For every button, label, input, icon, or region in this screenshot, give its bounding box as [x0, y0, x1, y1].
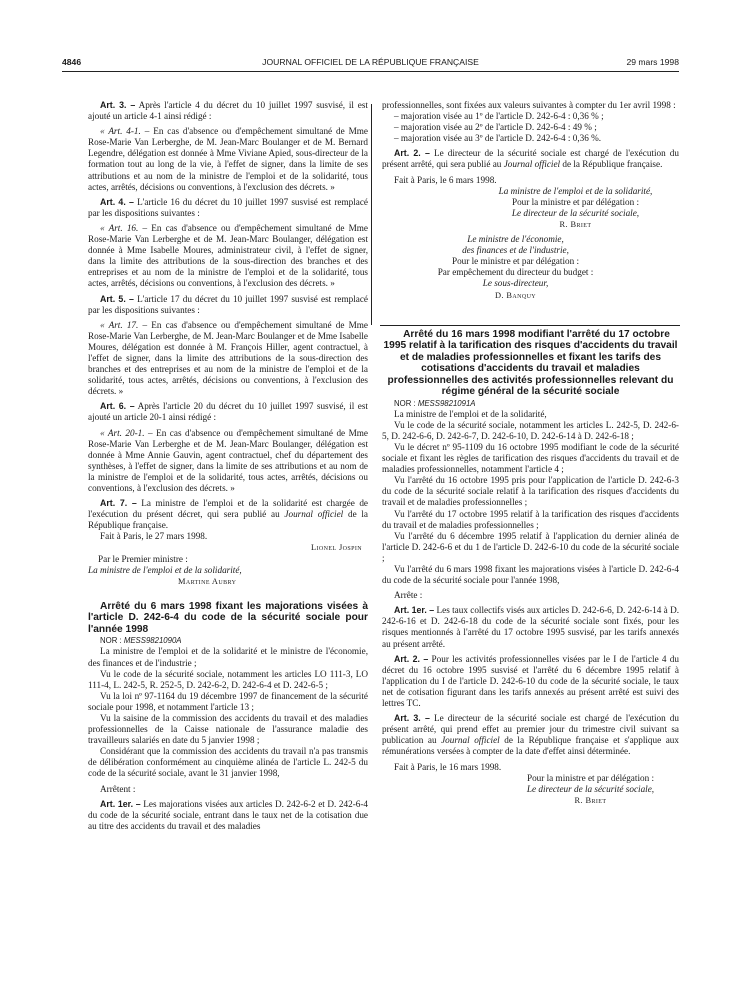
column-divider — [371, 104, 372, 325]
signatory-title: Le directeur de la sécurité sociale, — [526, 783, 655, 794]
list-item: – majoration visée au 3º de l'article D. 242-6-4 : 0,36 %. — [394, 133, 602, 144]
preamble: Vu l'arrêté du 16 octobre 1995 pris pour l'application de l'article D. 242-6-3 du code de la sécurité sociale relatif à la tarification des risques d'accidents du travail et de maladies professionnelles ; — [382, 475, 679, 508]
article-text: Les taux collectifs visés aux articles D. 242-6-6, D. 242-6-14 à D. 242-6-16 et D. 242-6-18 du code de la sécurité sociale sont fixés, pour les risques mentionnés à l'arrêté du 17 octobre 1995 susvisé, par les tarifs annexés au présent arrêté. — [382, 605, 679, 649]
article-label: Art. 1er. – — [100, 798, 141, 809]
article-text: Les majorations visées aux articles D. 242-6-2 et D. 242-6-4 du code de la sécurité sociale, entrant dans le taux net de la cotisation due au titre des accidents du travail et des maladies — [88, 798, 368, 831]
decree-title: Arrêté du 6 mars 1998 fixant les majorations visées à l'article D. 242-6-4 du code de la sécurité sociale pour l'année 1998 — [88, 600, 368, 635]
article-text: L'article 17 du décret du 10 juillet 1997 susvisé est remplacé par les dispositions suivantes : — [88, 293, 368, 315]
preamble: La ministre de l'emploi et de la solidarité et le ministre de l'économie, des finances et de l'industrie ; — [88, 646, 368, 668]
article-text: de la République française. — [562, 159, 663, 170]
article-label: Art. 6. – — [100, 401, 135, 412]
page-number: 4846 — [62, 57, 82, 67]
signatory-title: Le sous-directeur, — [482, 278, 549, 289]
article-text: Le directeur de la sécurité sociale est chargé de l'exécution du présent arrêté, qui sera publié au — [382, 148, 679, 170]
signatory: R. Briet — [574, 795, 607, 805]
signatory-title: Le directeur de la sécurité sociale, — [511, 207, 640, 218]
article-16 — [88, 223, 368, 290]
preamble: Vu l'arrêté du 6 décembre 1995 relatif à l'application du dernier alinéa de l'article D. 242-6-6 et du 1 de l'article D. 242-6-10 du code de la sécurité sociale ; — [382, 530, 679, 563]
issue-date: 29 mars 1998 — [626, 57, 679, 67]
article-label: Art. 5. – — [100, 293, 134, 304]
signing-date: Fait à Paris, le 16 mars 1998. — [394, 761, 502, 772]
enacting-formula: Arrêtent : — [100, 783, 136, 794]
article-text: Après l'article 20 du décret du 10 juillet 1997 susvisé, il est ajouté un article 20-1 ainsi rédigé : — [88, 401, 368, 423]
signatory: D. Banquy — [494, 290, 537, 300]
preamble: Vu le décret nº 95-1109 du 16 octobre 1995 modifiant le code de la sécurité sociale et fixant les règles de tarification des risques d'accidents du travail et de maladies professionnelles, notamment l'article 4 ; — [382, 441, 679, 475]
on-behalf: Pour la ministre et par délégation : — [511, 196, 640, 207]
article-text: de la République française et s'applique aux rémunérations versées à compter de la date d'effet ainsi déterminée. — [382, 735, 679, 757]
article-1 — [382, 605, 679, 649]
article-label: Art. 1er. – — [394, 605, 435, 616]
article-7 — [88, 498, 368, 531]
on-behalf: Pour la ministre et par délégation : — [526, 772, 655, 783]
preamble: Vu l'arrêté du 6 mars 1998 fixant les majorations visées à l'article D. 242-6-4 du code de la sécurité sociale pour l'année 1998, — [382, 564, 679, 586]
on-behalf: Par empêchement du directeur du budget : — [437, 267, 594, 278]
article-2 — [382, 148, 679, 170]
signing-date: Fait à Paris, le 6 mars 1998. — [394, 174, 497, 185]
header-rule — [62, 71, 679, 72]
signatory: Martine Aubry — [178, 576, 237, 586]
article-6 — [88, 401, 368, 423]
article-20-1 — [88, 428, 368, 495]
article-label: Art. 3. – — [100, 100, 136, 110]
article-label: « Art. 17. – — [100, 319, 148, 330]
article-label: « Art. 4-1. – — [100, 126, 150, 137]
minister-role: des finances et de l'industrie, — [462, 245, 569, 256]
signatory: R. Briet — [559, 219, 592, 229]
article-text: La ministre de l'emploi et de la solidarité est chargée de l'exécution du présent décret, qui sera publié au — [88, 498, 369, 520]
article-label: « Art. 20-1. – — [100, 427, 153, 438]
preamble: Vu le code de la sécurité sociale, notamment les articles L. 242-5, D. 242-6-5, D. 242-6-6, D. 242-6-7, D. 242-6-10, D. 242-6-14 à D. 242-6-18 ; — [382, 419, 679, 441]
article-3 — [88, 100, 368, 122]
article-17 — [88, 320, 368, 398]
article-text: L'article 16 du décret du 10 juillet 1997 susvisé est remplacé par les dispositions suivantes : — [88, 196, 368, 218]
list-item: – majoration visée au 1º de l'article D. 242-6-4 : 0,36 % ; — [394, 111, 604, 122]
on-behalf: Par le Premier ministre : — [98, 553, 188, 564]
article-text: En cas d'absence ou d'empêchement simultané de Mme Rose-Marie Van Lerberghe, de M. Jean-Marc Boulanger et de M. Bernard Legendre, délégation est donnée à Mme Viviane Apied, sous-directeur de la formation tout au long de la vie, à l'effet de signer, dans la limite de ses attributions et au nom de la ministre de l'emploi et de la solidarité, tous actes, arrêtés, décisions ou conventions, à l'exclusion des décrets. » — [88, 126, 368, 192]
left-column — [88, 100, 368, 832]
preamble: Vu l'arrêté du 17 octobre 1995 relatif à la tarification des risques d'accidents du travail et de maladies professionnelles ; — [382, 508, 679, 530]
article-label: « Art. 16. – — [100, 222, 148, 233]
on-behalf: Pour le ministre et par délégation : — [451, 256, 580, 267]
article-text: Pour les activités professionnelles visées par le I de l'article 4 du décret du 16 octobre 1995 susvisé et l'arrêté du 6 décembre 1995 relatif à l'application du I de l'article D. 242-6-10 du code de la sécurité sociale, le taux net de cotisation figurant dans les tarifs annexés au présent arrêté est suivi des lettres TC. — [382, 653, 679, 709]
article-label: Art. 4. – — [100, 196, 134, 207]
article-3 — [382, 713, 679, 757]
journal-reference: Journal officiel — [284, 509, 344, 520]
list-item: – majoration visée au 2º de l'article D. 242-6-4 : 49 % ; — [394, 122, 597, 133]
signing-date: Fait à Paris, le 27 mars 1998. — [100, 531, 208, 542]
journal-reference: Journal officiel — [503, 159, 561, 170]
article-text: Après l'article 4 du décret du 10 juillet 1997 susvisé, il est ajouté un article 4-1 ainsi rédigé : — [88, 100, 368, 122]
minister-role: Le ministre de l'économie, — [467, 234, 564, 245]
article-5 — [88, 294, 368, 316]
preamble: Vu le code de la sécurité sociale, notamment les articles LO 111-3, LO 111-4, L. 242-5, R. 252-5, D. 242-6-2, D. 242-6-4 et D. 242-6-5 ; — [88, 668, 368, 690]
preamble: La ministre de l'emploi et de la solidarité, — [394, 408, 547, 419]
article-text: En cas d'absence ou d'empêchement simultané de Mme Rose-Marie Van Lerberghe et de M. Jean-Marc Boulanger, délégation est donnée à Mme Isabelle Moures, administrateur civil, à l'effet de signer, dans la limite des attributions de la sous-direction des branches et des entreprises et au nom de la ministre de l'emploi et de la solidarité, tous actes, arrêtés, décisions ou conventions, à l'exclusion des décrets. » — [88, 222, 368, 289]
signatory: Lionel Jospin — [310, 543, 362, 553]
article-label: Art. 7. – — [100, 498, 137, 509]
preamble: Vu la saisine de la commission des accidents du travail et des maladies professionnelles de la Caisse nationale de l'assurance maladie des travailleurs salariés en date du 5 janvier 1998 ; — [88, 713, 368, 746]
right-column — [382, 100, 679, 806]
minister-role: La ministre de l'emploi et de la solidarité, — [88, 564, 242, 575]
journal-title: JOURNAL OFFICIEL DE LA RÉPUBLIQUE FRANÇAISE — [262, 57, 479, 67]
journal-reference: Journal officiel — [441, 735, 500, 746]
nor-reference: NOR : MESS9821090A — [100, 636, 182, 646]
article-2 — [382, 654, 679, 709]
article-label: Art. 3. – — [394, 713, 430, 724]
article-text: En cas d'absence ou d'empêchement simultané de Mme Rose-Marie Van Lerberghe et de M. Jean-Marc Boulanger, délégation est donnée à Mme Annie Gauvin, agent contractuel, chef du département des synthèses, à l'effet de signer, dans la limite de ses attributions et au nom de la ministre de l'emploi et de la solidarité, tous actes, arrêtés, décisions ou conventions, à l'exclusion des décrets. » — [88, 427, 368, 493]
enacting-formula: Arrête : — [394, 590, 423, 601]
page-header — [62, 57, 679, 69]
article-label: Art. 2. – — [394, 653, 429, 664]
article-continuation: professionnelles, sont fixées aux valeurs suivantes à compter du 1er avril 1998 : — [382, 100, 676, 110]
article-4 — [88, 197, 368, 219]
article-4-1 — [88, 126, 368, 193]
nor-reference: NOR : MESS9821091A — [394, 398, 476, 408]
article-label: Art. 2. – — [394, 148, 430, 159]
article-text: Le directeur de la sécurité sociale est chargé de l'exécution du présent arrêté, qui prend effet au premier jour du trimestre civil suivant sa publication au — [382, 713, 679, 746]
minister-role: La ministre de l'emploi et de la solidarité, — [498, 185, 653, 196]
article-text: de la République française. — [88, 509, 369, 531]
preamble: Considérant que la commission des accidents du travail n'a pas transmis de délibération conformément au cinquième alinéa de l'article L. 242-5 du code de la sécurité sociale, avant le 31 janvier 1998, — [88, 746, 368, 779]
article-text: En cas d'absence ou d'empêchement simultané de Mme Rose-Marie Van Lerberghe, de M. Jean-Marc Boulanger et de Mme Isabelle Moures, délégation est donnée à M. François Hiller, agent contractuel, à l'effet de signer, dans la limite des attributions de la sous-direction des branches et des entreprises et au nom de la ministre de l'emploi et de la solidarité, tous actes, arrêtés, décisions ou conventions, à l'exclusion des décrets. » — [88, 319, 368, 397]
decree-title: Arrêté du 16 mars 1998 modifiant l'arrêté du 17 octobre 1995 relatif à la tarification des risques d'accidents du travail et de maladies professionnelles et fixant les tarifs des cotisations d'accidents du travail et maladies professionnelles des activités professionnelles relevant du régime général de la sécurité sociale — [383, 328, 678, 398]
preamble: Vu la loi nº 97-1164 du 19 décembre 1997 de financement de la sécurité sociale pour 1998, et notamment l'article 13 ; — [88, 690, 368, 712]
article-1 — [88, 799, 368, 832]
